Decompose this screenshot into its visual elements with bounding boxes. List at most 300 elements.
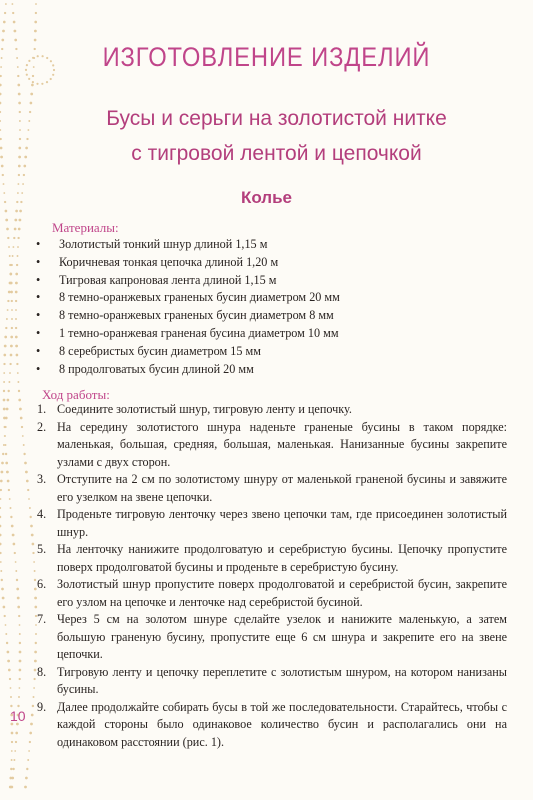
- decorative-dot: [20, 417, 23, 420]
- decorative-dot: [33, 561, 35, 563]
- decorative-dot: [1, 462, 4, 465]
- decorative-dot: [3, 606, 6, 609]
- decorative-dot: [7, 300, 9, 302]
- decorative-dot: [18, 390, 20, 392]
- step-number: 8.: [37, 664, 47, 679]
- step-item: [37, 611, 507, 664]
- decorative-dot: [1, 165, 4, 168]
- decorative-dot: [11, 318, 13, 320]
- decorative-dot: [28, 120, 30, 122]
- step-number: 9.: [37, 699, 47, 714]
- decorative-dot: [23, 165, 26, 168]
- decorative-dot: [6, 408, 9, 411]
- decorative-dot: [19, 120, 21, 122]
- step-item: [37, 506, 507, 541]
- decorative-dot: [17, 183, 19, 185]
- decorative-dot: [34, 579, 36, 581]
- materials-list: [36, 236, 340, 378]
- decorative-dot: [13, 21, 16, 24]
- decorative-dot: [0, 156, 3, 159]
- decorative-dot: [4, 435, 6, 437]
- decorative-dot: [34, 669, 37, 672]
- decorative-dot: [9, 273, 12, 276]
- step-item: [37, 419, 507, 472]
- decorative-dot: [10, 354, 13, 357]
- decorative-dot: [30, 93, 33, 96]
- decorative-dot: [23, 444, 25, 446]
- decorative-dot: [5, 327, 7, 329]
- decorative-dot: [11, 732, 14, 735]
- decorative-dot: [29, 732, 32, 735]
- bullet-icon: •: [36, 254, 41, 269]
- decorative-dot: [9, 678, 11, 680]
- decorative-dot: [17, 255, 19, 257]
- decorative-dot: [3, 444, 5, 446]
- decorative-dot: [25, 147, 28, 150]
- decorative-dot: [32, 75, 34, 77]
- decorative-dot: [14, 750, 16, 752]
- decorative-dot: [1, 579, 3, 581]
- decorative-dot: [4, 345, 7, 348]
- decorative-dot: [11, 3, 13, 5]
- decorative-dot: [2, 453, 4, 455]
- decorative-dot: [19, 687, 21, 689]
- decorative-dot: [0, 66, 2, 68]
- material-text: 8 серебристых бусин диаметром 15 мм: [59, 343, 261, 358]
- list-item: [36, 236, 340, 254]
- decorative-dot: [34, 21, 37, 24]
- decorative-dot: [4, 12, 6, 14]
- step-item: [37, 401, 507, 419]
- decorative-dot: [4, 615, 6, 617]
- decorative-dot: [13, 759, 15, 761]
- steps-list: [37, 401, 507, 751]
- decorative-dot: [34, 570, 36, 572]
- decorative-dot: [17, 705, 19, 707]
- decorative-dot: [11, 741, 13, 743]
- article-title-line-1: Бусы и серьги на золотистой нитке: [106, 107, 447, 130]
- decorative-dot: [11, 309, 13, 311]
- decorative-dot: [15, 300, 17, 302]
- decorative-dot: [25, 777, 28, 780]
- decorative-dot: [16, 57, 18, 59]
- bullet-icon: •: [36, 272, 41, 287]
- decorative-dot: [31, 714, 34, 717]
- decorative-dot: [16, 354, 19, 357]
- decorative-dot: [15, 210, 18, 213]
- decorative-dot: [29, 741, 31, 743]
- decorative-dot: [31, 84, 34, 87]
- decorative-dot: [0, 102, 1, 105]
- decorative-dot: [17, 606, 20, 609]
- decorative-dot: [18, 174, 20, 176]
- bullet-icon: •: [36, 343, 41, 358]
- decorative-dot: [1, 588, 4, 591]
- decorative-dot: [7, 480, 10, 483]
- decorative-dot: [14, 228, 17, 231]
- decorative-dot: [18, 228, 21, 231]
- decorative-dot: [15, 345, 18, 348]
- decorative-dot: [8, 291, 11, 294]
- decorative-dot: [19, 642, 21, 644]
- decorative-dot: [33, 696, 35, 698]
- decorative-dot: [0, 147, 2, 150]
- decorative-dot: [16, 579, 18, 581]
- step-text: Золотистый шнур пропустите поверх продолговатой и серебристой бусин, закрепите его узлом на цепочке и ленточке над серебристой бусиной.: [57, 577, 507, 609]
- decorative-dot: [0, 93, 2, 96]
- step-number: 4.: [37, 507, 47, 521]
- decorative-dot: [3, 372, 5, 374]
- decorative-dot: [23, 174, 25, 176]
- decorative-dot: [2, 174, 4, 176]
- decorative-dot: [18, 165, 21, 168]
- decorative-dot: [26, 74, 28, 76]
- decorative-dot: [10, 507, 12, 509]
- decorative-dot: [36, 83, 38, 85]
- decorative-dot: [5, 633, 7, 635]
- decorative-dot: [52, 74, 54, 76]
- decorative-dot: [3, 21, 6, 24]
- decorative-dot: [0, 498, 1, 500]
- step-number: 7.: [37, 612, 47, 626]
- decorative-dot: [17, 237, 19, 239]
- decorative-dot: [27, 489, 29, 491]
- decorative-dot: [28, 78, 30, 80]
- decorative-dot: [9, 372, 11, 374]
- decorative-dot: [5, 462, 8, 465]
- decorative-dot: [46, 81, 48, 83]
- decorative-dot: [18, 102, 21, 105]
- decorative-dot: [9, 786, 12, 789]
- decorative-dot: [3, 408, 6, 411]
- decorative-dot: [32, 552, 34, 554]
- decorative-dot: [19, 651, 22, 654]
- materials-heading: Материалы:: [52, 220, 119, 235]
- decorative-dot: [15, 273, 18, 276]
- decorative-dot: [14, 219, 17, 222]
- decorative-dot: [7, 660, 10, 663]
- decorative-dot: [32, 705, 34, 707]
- decorative-dot: [8, 381, 10, 383]
- decorative-dot: [22, 435, 24, 437]
- decorative-dot: [1, 39, 4, 42]
- decorative-dot: [17, 372, 19, 374]
- step-item: [37, 699, 507, 752]
- material-text: 1 темно-оранжевая граненая бусина диаметром 10 мм: [59, 325, 339, 340]
- decorative-dot: [19, 408, 22, 411]
- decorative-dot: [15, 732, 18, 735]
- step-text: Проденьте тигровую ленточку через звено цепочки там, где присоединен золотистый шнур.: [57, 507, 507, 539]
- decorative-dot: [15, 741, 17, 743]
- decorative-dot: [10, 516, 12, 518]
- decorative-dot: [31, 534, 34, 537]
- step-text: Тигровую ленту и цепочку переплетите с золотистым шнуром, на котором нанизаны бусины.: [57, 664, 507, 696]
- decorative-dot: [35, 3, 37, 5]
- decorative-dot: [10, 282, 13, 285]
- decorative-dot: [14, 39, 17, 42]
- decorative-dot: [33, 678, 35, 680]
- decorative-dot: [0, 561, 2, 563]
- decorative-dot: [0, 516, 1, 518]
- decorative-dot: [15, 570, 17, 572]
- decorative-dot: [3, 390, 5, 392]
- decorative-dot: [12, 768, 14, 770]
- step-text: На середину золотистого шнура наденьте граненые бусины в таком порядке: маленькая, большая, средняя, большая, маленькая. Нанизанные бусины закрепите узлами с двух сторон.: [57, 419, 507, 469]
- decorative-dot: [3, 399, 6, 402]
- step-number: 6.: [37, 577, 47, 591]
- decorative-dot: [19, 210, 22, 213]
- decorative-dot: [11, 300, 13, 302]
- decorative-dot: [9, 264, 11, 266]
- decorative-dot: [9, 363, 11, 365]
- decorative-dot: [4, 336, 7, 339]
- decorative-dot: [15, 282, 18, 285]
- decorative-dot: [6, 228, 9, 231]
- decorative-dot: [24, 786, 27, 789]
- decorative-dot: [18, 93, 21, 96]
- decorative-dot: [32, 543, 35, 546]
- decorative-dot: [10, 705, 12, 707]
- decorative-dot: [5, 3, 7, 5]
- page-number: 10: [10, 708, 26, 724]
- decorative-dot: [25, 471, 28, 474]
- decorative-dot: [27, 129, 29, 131]
- material-text: Тигровая капроновая лента длиной 1,15 м: [59, 272, 277, 287]
- decorative-dot: [23, 453, 25, 455]
- step-text: На ленточку нанижите продолговатую и серебристую бусины. Цепочку пропустите поверх продолговатой бусины и проденьте в серебристую бусину.: [57, 542, 507, 574]
- work-heading: Ход работы:: [42, 387, 110, 402]
- decorative-dot: [28, 60, 30, 62]
- decorative-dot: [15, 309, 17, 311]
- decorative-dot: [18, 147, 21, 150]
- decorative-dot: [0, 507, 1, 509]
- bullet-icon: •: [36, 308, 41, 323]
- decorative-dot: [0, 138, 2, 140]
- decorative-dot: [17, 84, 20, 87]
- subtitle-necklace: Колье: [240, 188, 293, 207]
- step-number: 2.: [37, 419, 47, 434]
- section-title: ИЗГОТОВЛЕНИЕ ИЗДЕЛИЙ: [102, 42, 431, 72]
- decorative-dot: [18, 696, 20, 698]
- decorative-dot: [11, 759, 13, 761]
- decorative-dot: [41, 83, 43, 85]
- bullet-icon: •: [36, 290, 41, 305]
- decorative-dot: [35, 12, 37, 14]
- decorative-dot: [7, 309, 9, 311]
- decorative-dot: [12, 246, 14, 248]
- list-item: [36, 307, 340, 325]
- decorative-dot: [12, 255, 14, 257]
- decorative-dot: [5, 624, 7, 626]
- decorative-dot: [10, 336, 13, 339]
- decorative-dot: [10, 345, 13, 348]
- decorative-dot: [1, 471, 4, 474]
- bullet-icon: •: [36, 237, 41, 251]
- decorative-dot: [17, 597, 20, 600]
- decorative-dot: [11, 750, 13, 752]
- decorative-dot: [27, 759, 29, 761]
- decorative-dot: [1, 57, 3, 59]
- decorative-dot: [26, 768, 28, 770]
- decorative-dot: [30, 723, 33, 726]
- list-item: [36, 361, 340, 379]
- decorative-dot: [14, 552, 16, 554]
- decorative-dot: [15, 561, 17, 563]
- material-text: 8 продолговатых бусин длиной 20 мм: [59, 361, 254, 376]
- decorative-dot: [6, 471, 9, 474]
- decorative-dot: [33, 687, 35, 689]
- decorative-dot: [0, 75, 2, 77]
- decorative-dot: [9, 777, 12, 780]
- decorative-dot: [0, 129, 1, 131]
- decorative-dot: [11, 327, 13, 329]
- decorative-dot: [5, 219, 8, 222]
- decorative-dot: [10, 291, 13, 294]
- article-title-line-2: с тигровой лентой и цепочкой: [131, 142, 422, 165]
- decorative-dot: [3, 381, 5, 383]
- step-item: [37, 541, 507, 576]
- decorative-dot: [4, 426, 6, 428]
- material-text: 8 темно-оранжевых граненых бусин диаметром 8 мм: [59, 308, 334, 323]
- decorative-dot: [2, 597, 5, 600]
- bullet-icon: •: [36, 361, 41, 376]
- decorative-dot: [8, 489, 10, 491]
- decorative-dot: [17, 66, 19, 68]
- decorative-dot: [21, 426, 23, 428]
- bullet-icon: •: [36, 325, 41, 340]
- decorative-dot: [26, 138, 28, 140]
- article-title: [40, 101, 513, 171]
- decorative-dot: [6, 318, 8, 320]
- decorative-dot: [10, 687, 12, 689]
- decorative-dot: [34, 30, 37, 33]
- step-item: [37, 664, 507, 699]
- decorative-dot: [5, 453, 7, 455]
- decorative-dot: [14, 30, 17, 33]
- decorative-dot: [29, 111, 31, 113]
- step-item: [37, 471, 507, 506]
- decorative-dot: [16, 588, 19, 591]
- decorative-dot: [1, 48, 3, 50]
- decorative-dot: [15, 336, 18, 339]
- decorative-dot: [12, 12, 14, 14]
- step-text: Соедините золотистый шнур, тигровую ленту и цепочку.: [57, 402, 352, 416]
- material-text: Золотистый тонкий шнур длиной 1,15 м: [59, 237, 268, 251]
- decorative-dot: [13, 543, 16, 546]
- decorative-dot: [10, 696, 12, 698]
- decorative-dot: [0, 120, 1, 122]
- list-item: [36, 272, 340, 290]
- decorative-dot: [30, 516, 32, 518]
- decorative-dot: [8, 669, 11, 672]
- step-item: [37, 576, 507, 611]
- step-number: 1.: [37, 402, 47, 416]
- decorative-dot: [10, 768, 12, 770]
- step-text: Через 5 см на золотом шнуре сделайте узелок и нанижите маленькую, а затем большую граненую бусину, пропустите еще 6 см шнура и закрепите его на звене цепочки.: [57, 612, 507, 661]
- decorative-dot: [30, 525, 33, 528]
- decorative-dot: [9, 255, 11, 257]
- decorative-dot: [6, 642, 8, 644]
- decorative-dot: [19, 669, 22, 672]
- decorative-dot: [15, 291, 18, 294]
- decorative-dot: [17, 75, 19, 77]
- decorative-dot: [0, 111, 1, 113]
- decorative-dot: [15, 48, 17, 50]
- decorative-dot: [34, 39, 37, 42]
- decorative-dot: [13, 237, 15, 239]
- decorative-dot: [25, 69, 27, 71]
- decorative-dot: [22, 183, 24, 185]
- decorative-dot: [24, 156, 27, 159]
- list-item: [36, 254, 340, 272]
- decorative-dot: [8, 246, 10, 248]
- decorative-dot: [30, 102, 33, 105]
- decorative-dot: [18, 156, 21, 159]
- decorative-dot: [50, 78, 52, 80]
- decorative-dot: [7, 237, 9, 239]
- decorative-dot: [24, 462, 27, 465]
- decorative-dot: [16, 363, 18, 365]
- decorative-dot: [0, 534, 2, 537]
- list-item: [36, 343, 340, 361]
- decorative-dot: [28, 498, 30, 500]
- list-item: [36, 289, 340, 307]
- step-text: Далее продолжайте собирать бусы в той же последовательности. Старайтесь, чтобы с каждой стороны было одинаковое количество бусин и располагались они на одинаковом расстоянии (рис. 1).: [57, 699, 507, 749]
- decorative-dot: [3, 363, 5, 365]
- decorative-dot: [18, 615, 20, 617]
- step-number: 5.: [37, 542, 47, 556]
- decorative-dot: [19, 624, 21, 626]
- decorative-dot: [29, 507, 31, 509]
- decorative-dot: [0, 489, 2, 491]
- decorative-dot: [17, 381, 19, 383]
- decorative-dot: [19, 129, 21, 131]
- decorative-dot: [19, 633, 21, 635]
- decorative-dot: [0, 543, 2, 546]
- decorative-dot: [19, 111, 21, 113]
- decorative-dot: [5, 210, 8, 213]
- decorative-dot: [7, 651, 10, 654]
- decorative-dot: [19, 138, 21, 140]
- step-text: Отступите на 2 см по золотистому шнуру от маленькой граненой бусины и завяжите его узелком на звене цепочки.: [57, 472, 507, 504]
- decorative-dot: [5, 417, 8, 420]
- decorative-dot: [8, 390, 10, 392]
- step-number: 3.: [37, 472, 47, 486]
- decorative-dot: [12, 534, 15, 537]
- decorative-dot: [15, 327, 17, 329]
- decorative-dot: [19, 678, 21, 680]
- decorative-dot: [19, 660, 22, 663]
- decorative-dot: [0, 552, 2, 554]
- decorative-dot: [11, 525, 14, 528]
- decorative-dot: [26, 64, 28, 66]
- decorative-dot: [9, 498, 11, 500]
- decorative-dot: [0, 480, 3, 483]
- decorative-dot: [0, 570, 2, 572]
- decorative-dot: [7, 399, 10, 402]
- decorative-dot: [0, 84, 2, 87]
- decorative-dot: [17, 246, 19, 248]
- decorative-dot: [2, 30, 5, 33]
- decorative-dot: [26, 480, 29, 483]
- decorative-dot: [3, 183, 5, 185]
- list-item: [36, 325, 340, 343]
- decorative-dot: [28, 750, 30, 752]
- decorative-dot: [15, 318, 17, 320]
- material-text: Коричневая тонкая цепочка длиной 1,20 м: [59, 254, 279, 269]
- material-text: 8 темно-оранжевых граненых бусин диаметром 20 мм: [59, 290, 340, 305]
- decorative-dot: [16, 264, 18, 266]
